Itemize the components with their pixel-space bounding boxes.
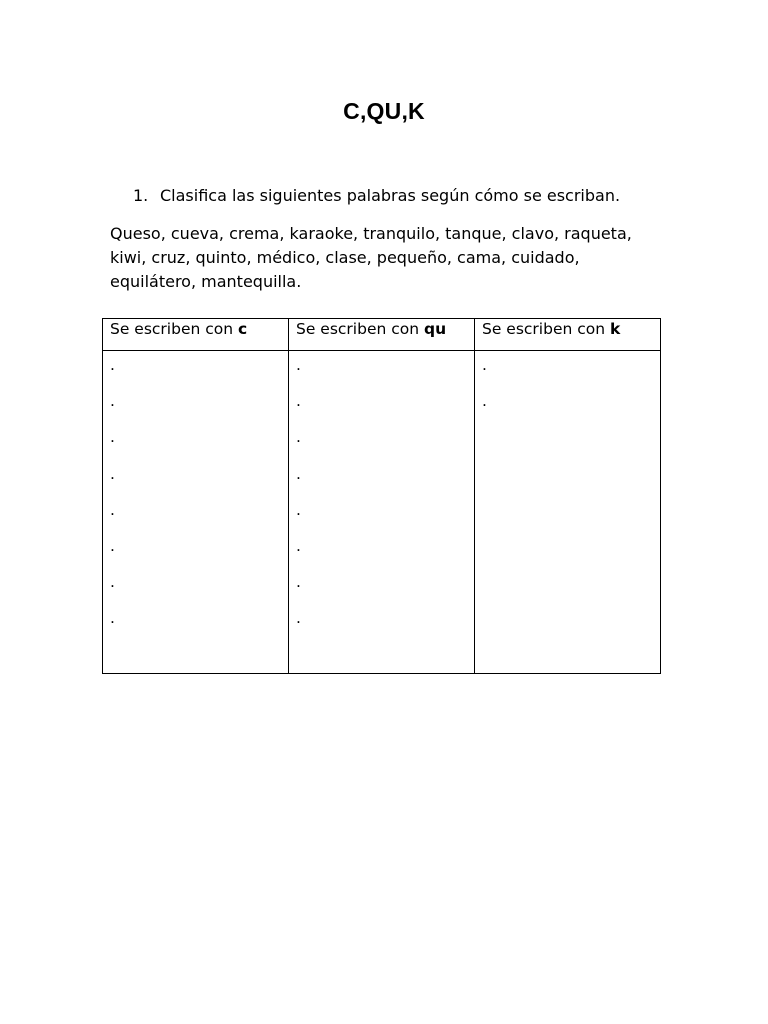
column-header-k: Se escriben con k — [475, 319, 661, 351]
page-title: C,QU,K — [343, 98, 425, 124]
answer-cell-qu[interactable] — [289, 351, 475, 674]
word-list: Queso, cueva, crema, karaoke, tranquilo, tanque, clavo, raqueta, kiwi, cruz, quinto, médico, clase, pequeño, cama, cuidado, equilátero, mantequilla. — [110, 224, 632, 291]
answer-blank-line: . — [296, 356, 301, 374]
answer-blank-line: . — [296, 428, 301, 447]
answer-blank-line: . — [296, 392, 301, 411]
answer-blank-line: . — [296, 536, 301, 555]
table-answer-row — [103, 351, 661, 674]
answer-blank-line: . — [296, 573, 301, 592]
column-header-c: Se escriben con c — [103, 319, 289, 351]
answer-blank-line: . — [110, 609, 115, 628]
table-header-row — [103, 319, 661, 351]
answer-blank-line: . — [110, 536, 115, 555]
answer-blank-line: . — [110, 428, 115, 447]
answer-blank-line: . — [110, 464, 115, 483]
classification-table — [102, 318, 661, 674]
answer-cell-k[interactable] — [475, 351, 661, 674]
answer-blank-line: . — [296, 464, 301, 483]
instruction-number: 1. — [133, 186, 149, 205]
answer-blank-line: . — [110, 356, 115, 374]
instruction-item — [133, 186, 620, 205]
answer-blank-line: . — [482, 356, 487, 374]
answer-blank-line: . — [110, 573, 115, 592]
instruction-text: Clasifica las siguientes palabras según cómo se escriban. — [160, 186, 621, 205]
answer-cell-c[interactable] — [103, 351, 289, 674]
column-header-qu: Se escriben con qu — [289, 319, 475, 351]
answer-blank-line: . — [110, 500, 115, 519]
answer-blank-line: . — [110, 392, 115, 411]
answer-blank-line: . — [482, 392, 487, 411]
answer-blank-line: . — [296, 609, 301, 628]
answer-blank-line: . — [296, 500, 301, 519]
